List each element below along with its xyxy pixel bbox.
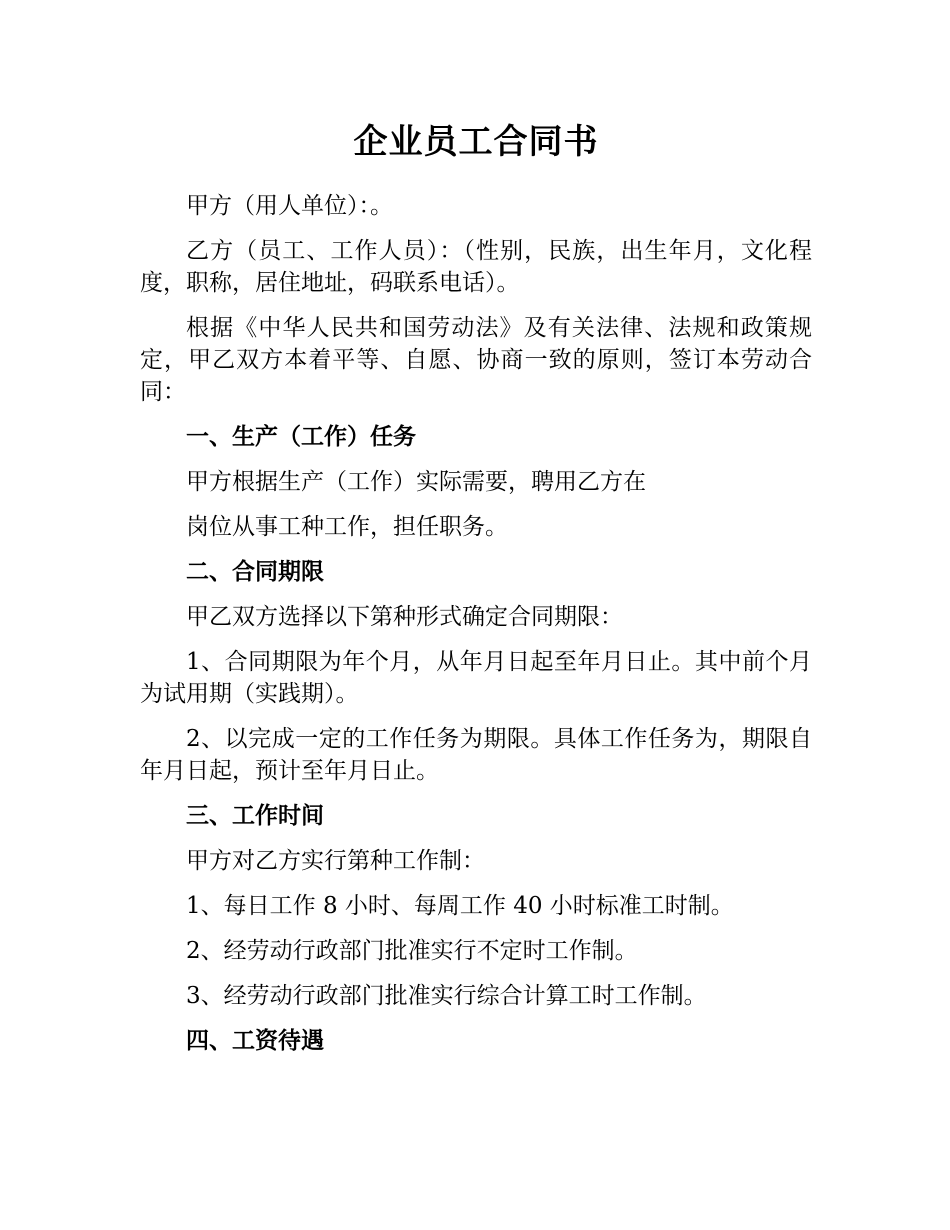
section-3-paragraph-1: 甲方对乙方实行第种工作制： <box>186 848 485 874</box>
section-3-item-3: 3、经劳动行政部门批准实行综合计算工时工作制。 <box>186 983 707 1009</box>
party-a-line: 甲方（用人单位）：。 <box>186 193 393 219</box>
section-2-item-1: 1、合同期限为年个月，从年月日起至年月日止。其中前个月为试用期（实践期）。 <box>140 649 812 707</box>
preamble-paragraph: 根据《中华人民共和国劳动法》及有关法律、法规和政策规定，甲乙双方本着平等、自愿、协商一致的原则，签订本劳动合同： <box>140 315 812 405</box>
section-heading-4: 四、工资待遇 <box>186 1028 324 1054</box>
section-heading-3: 三、工作时间 <box>186 803 324 829</box>
document-title: 企业员工合同书 <box>353 122 599 162</box>
document-body <box>140 112 812 1070</box>
section-heading-2: 二、合同期限 <box>186 559 324 585</box>
section-1-paragraph-2: 岗位从事工种工作，担任职务。 <box>186 514 508 540</box>
section-2-paragraph-1: 甲乙双方选择以下第种形式确定合同期限： <box>186 604 623 630</box>
party-b-line: 乙方（员工、工作人员）：（性别，民族，出生年月，文化程度，职称，居住地址，码联系电话）。 <box>140 238 812 296</box>
section-3-item-1: 1、每日工作 8 小时、每周工作 40 小时标准工时制。 <box>186 893 734 919</box>
section-1-paragraph-1: 甲方根据生产（工作）实际需要，聘用乙方在 <box>186 469 646 495</box>
section-2-item-2: 2、以完成一定的工作任务为期限。具体工作任务为，期限自年月日起，预计至年月日止。 <box>140 726 812 784</box>
section-3-item-2: 2、经劳动行政部门批准实行不定时工作制。 <box>186 938 638 964</box>
section-heading-1: 一、生产（工作）任务 <box>186 424 416 450</box>
